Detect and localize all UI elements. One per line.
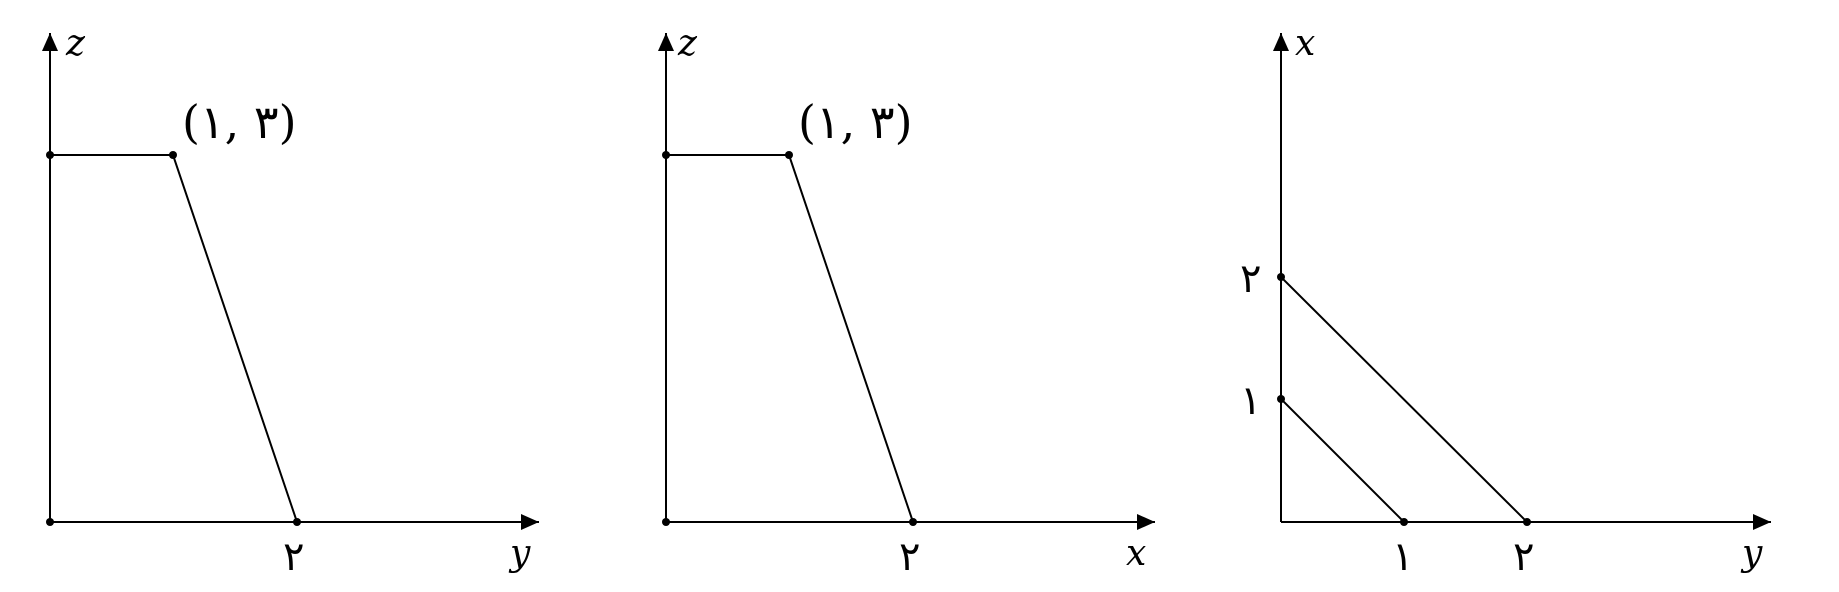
point-label-zx: (۱, ۳) [798,95,913,149]
panel-zy [46,23,539,580]
point-bottom-right-zy [293,518,301,526]
tick-label-zy-x-2: ۲ [283,534,305,580]
panel-zx [662,23,1155,580]
horizontal-axis-label-zx: x [1126,533,1147,574]
tick-label-zx-x-2: ۲ [899,534,921,580]
horizontal-axis-label-xy: y [1742,533,1763,574]
point-x1-xy [1277,395,1285,403]
tick-label-xy-x-2: ۲ [1513,534,1535,580]
point-top-left-zy [46,151,54,159]
vertical-axis-label-xy: x [1295,23,1316,64]
horizontal-axis-label-zy: y [510,533,531,574]
tick-label-xy-y-1: ۱ [1240,378,1262,424]
point-origin-zx [662,518,670,526]
point-bottom-right-zx [909,518,917,526]
panel-xy [1240,23,1771,580]
point-label-zy: (۱, ۳) [182,95,297,149]
region-zx [666,155,913,522]
point-top-left-zx [662,151,670,159]
tick-label-xy-y-2: ۲ [1240,256,1262,302]
tick-label-xy-x-1: ۱ [1392,534,1414,580]
point-top-right-zy [169,151,177,159]
point-y1-xy [1400,518,1408,526]
region-xy [1281,277,1527,522]
region-zy [50,155,297,522]
point-origin-zy [46,518,54,526]
point-top-right-zx [785,151,793,159]
point-x2-xy [1277,273,1285,281]
vertical-axis-label-zy: z [66,23,85,64]
point-y2-xy [1523,518,1531,526]
vertical-axis-label-zx: z [678,23,697,64]
